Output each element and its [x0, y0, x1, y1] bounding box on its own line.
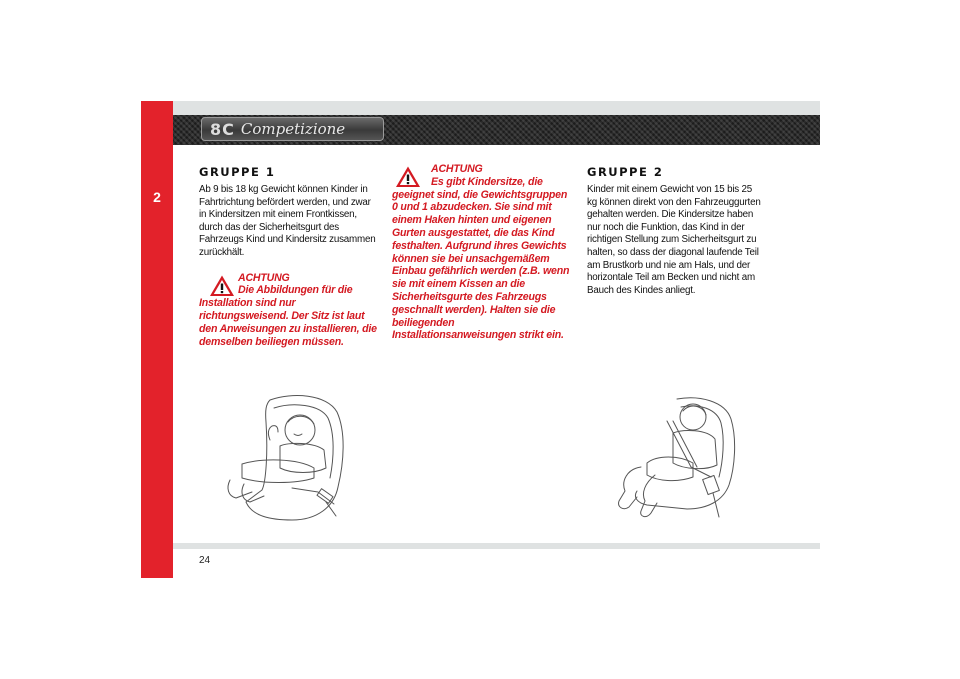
middle-warning-head: [392, 163, 570, 189]
child-seat-group1-illustration: [222, 392, 352, 524]
group1-warning: [199, 272, 377, 349]
logo-code: 8C: [210, 119, 235, 139]
chapter-side-tab: [141, 101, 173, 578]
header-carbon-bar: [173, 115, 820, 145]
child-seat-group2-illustration: [607, 393, 745, 523]
group2-text: Kinder mit einem Gewicht von 15 bis 25 kg können direkt von den Fahrzeuggurten gehalten werden. Die Kindersitze haben nur noch die Funktion, das Kind in der richtigen Stellung zum Sicherheitsgurt zu halten, so dass der diagonal laufende Teil am Brustkorb und nie am Hals, und der horizontale Teil am Becken und nicht am Bauch des Kindes anliegt.: [587, 184, 761, 296]
brand-logo: [201, 117, 384, 141]
middle-warning-line1: Es gibt Kindersitze, die: [431, 175, 543, 188]
middle-warning: [392, 163, 570, 342]
group1-text: Ab 9 bis 18 kg Gewicht können Kinder in Fahrtrichtung befördert werden, und zwar in Kindersitzen mit einem Frontkissen, durch das der Sicherheitsgurt des Fahrzeugs Kind und Kindersitz zusammen zurückhält.: [199, 184, 376, 258]
chapter-number: 2: [153, 189, 161, 205]
group2-heading: GRUPPE 2: [587, 165, 664, 179]
group1-warning-line1: Die Abbildungen für die: [238, 284, 353, 297]
group1-column: [199, 165, 377, 348]
middle-warning-text: geeignet sind, die Gewichtsgruppen 0 und 1 abzudecken. Sie sind mit einem Haken hinten und eigenen Gurten ausgestattet, die das Kind festhalten. Aufgrund ihres Gewichts können sie bei unsachgemäßem Einbau gefährlich werden (z.B. wenn sie mit einem Kissen an die Sicherheitsgurte des Fahrzeugs geschnallt werden). Halten sie die beiliegenden Installationsanweisungen strikt ein.: [392, 188, 570, 342]
group1-heading: GRUPPE 1: [199, 165, 276, 179]
logo-wordmark: Competizione: [240, 120, 346, 138]
page-number: 24: [199, 555, 211, 566]
footer-band: [173, 543, 820, 549]
warning-triangle-icon: [209, 274, 235, 297]
group1-warning-title: ACHTUNG: [238, 271, 290, 284]
warning-triangle-icon: [395, 165, 421, 188]
group1-warning-head: [199, 272, 377, 298]
middle-column: [392, 163, 570, 342]
middle-warning-title: ACHTUNG: [431, 163, 483, 175]
group1-warning-text: Installation sind nur richtungsweisend. Der Sitz ist laut den Anweisungen zu installieren, die demselben beiliegen müssen.: [199, 297, 377, 348]
group2-column: [587, 165, 763, 297]
header-band: [173, 101, 820, 115]
